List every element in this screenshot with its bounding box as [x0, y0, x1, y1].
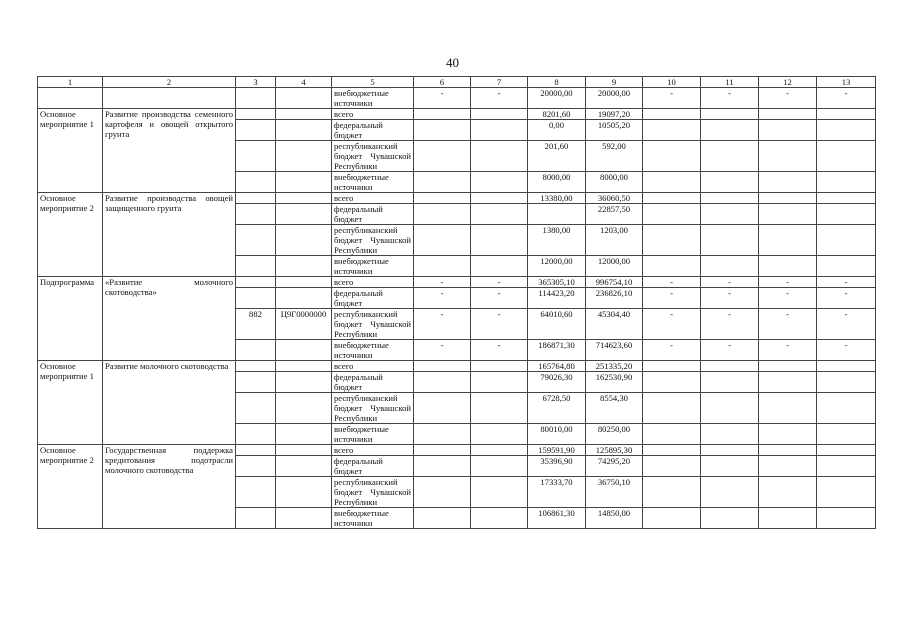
code-cell: 882: [236, 309, 276, 340]
table-row: федеральный бюджет 22857,50: [38, 204, 876, 225]
activity-title: Развитие производства семенного картофеля и овощей открытого грунта: [103, 109, 236, 193]
table-row: внебюджетные источники 12000,00 12000,00: [38, 256, 876, 277]
code-cell: Ц9Г0000000: [276, 309, 332, 340]
table-row: республиканский бюджет Чувашской Республики 201,60 592,00: [38, 141, 876, 172]
table-row: Основное мероприятие 1 Развитие молочного скотоводства всего 165764,80 251335,20: [38, 361, 876, 372]
table-row: Основное мероприятие 2 Развитие производства овощей защищенного грунта всего 13380,00 36060,50: [38, 193, 876, 204]
table-row: внебюджетные источники - - 186871,30 714623,60 - - - -: [38, 340, 876, 361]
header-cell: 12: [759, 77, 817, 88]
table-row: внебюджетные источники 80010,00 80250,00: [38, 424, 876, 445]
header-cell: 2: [103, 77, 236, 88]
header-cell: 6: [414, 77, 471, 88]
header-cell: 13: [817, 77, 876, 88]
header-row: [38, 77, 876, 88]
activity-cell: Основное мероприятие 2: [38, 445, 103, 529]
activity-cell: Основное мероприятие 1: [38, 361, 103, 445]
table-row: федеральный бюджет - - 114423,20 236826,10 - - - -: [38, 288, 876, 309]
header-cell: 11: [701, 77, 759, 88]
table-row: федеральный бюджет 35396,90 74295,20: [38, 456, 876, 477]
activity-title: Развитие производства овощей защищенного грунта: [103, 193, 236, 277]
table-row: 882 Ц9Г0000000 республиканский бюджет Чувашской Республики - - 64010,60 45304,40 - - - -: [38, 309, 876, 340]
header-cell: 5: [332, 77, 414, 88]
header-cell: 3: [236, 77, 276, 88]
page-number: 40: [446, 55, 459, 70]
activity-title: «Развитие молочного скотоводства»: [103, 277, 236, 361]
activity-cell: Основное мероприятие 2: [38, 193, 103, 277]
table-row: Основное мероприятие 1 Развитие производства семенного картофеля и овощей открытого грунта всего 8201,60 19097,20: [38, 109, 876, 120]
header-cell: 8: [528, 77, 586, 88]
table-row: Подпрограмма «Развитие молочного скотоводства» всего - - 365305,10 996754,10 - - - -: [38, 277, 876, 288]
table-row: республиканский бюджет Чувашской Республики 17333,70 36750,10: [38, 477, 876, 508]
source-cell: внебюджетные источники: [332, 88, 414, 109]
budget-table: [37, 76, 876, 529]
table-row: федеральный бюджет 0,00 10505,20: [38, 120, 876, 141]
activity-title: Государственная поддержка кредитования подотрасли молочного скотоводства: [103, 445, 236, 529]
table-row: внебюджетные источники 106861,30 14850,00: [38, 508, 876, 529]
header-cell: 4: [276, 77, 332, 88]
table-row: внебюджетные источники - - 20000,00 20000,00 - - - -: [38, 88, 876, 109]
activity-cell: Основное мероприятие 1: [38, 109, 103, 193]
activity-title: Развитие молочного скотоводства: [103, 361, 236, 445]
table-row: федеральный бюджет 79026,30 162530,90: [38, 372, 876, 393]
header-cell: 1: [38, 77, 103, 88]
table-row: республиканский бюджет Чувашской Республики 6728,50 8554,30: [38, 393, 876, 424]
table-row: республиканский бюджет Чувашской Республики 1380,00 1203,00: [38, 225, 876, 256]
activity-cell: Подпрограмма: [38, 277, 103, 361]
header-cell: 7: [471, 77, 528, 88]
table-row: Основное мероприятие 2 Государственная поддержка кредитования подотрасли молочного скотоводства всего 159591,90 125895,30: [38, 445, 876, 456]
header-cell: 10: [643, 77, 701, 88]
header-cell: 9: [586, 77, 643, 88]
table-row: внебюджетные источники 8000,00 8000,00: [38, 172, 876, 193]
